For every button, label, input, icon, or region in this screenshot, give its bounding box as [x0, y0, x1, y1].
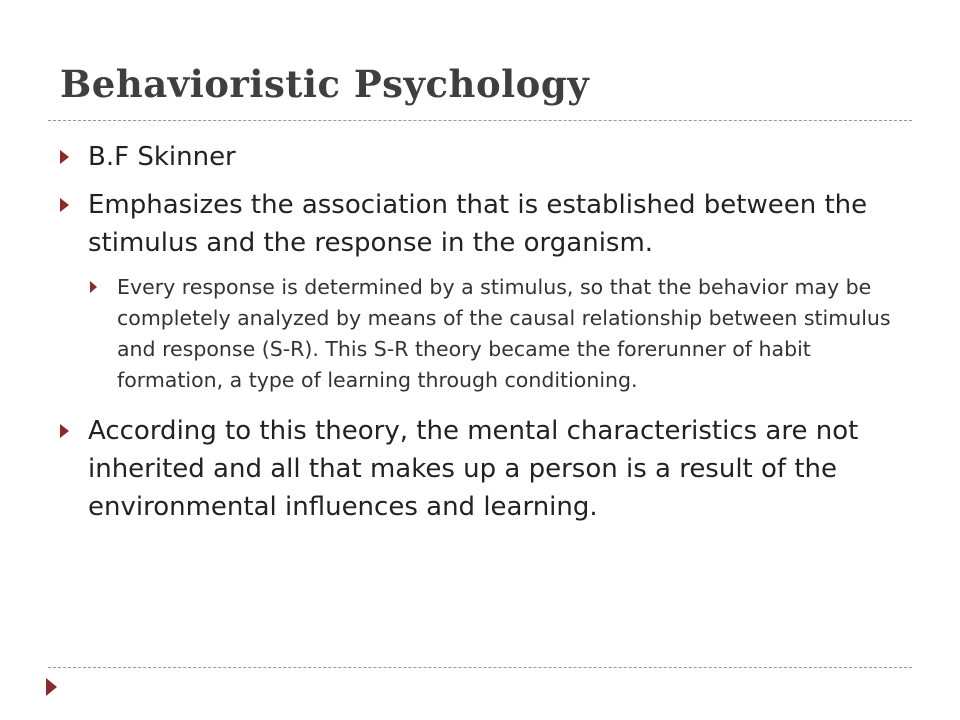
bullet-item [56, 138, 906, 176]
triangle-right-icon [60, 424, 69, 438]
slide-body [56, 138, 906, 536]
title-divider [48, 120, 912, 121]
triangle-right-icon [90, 281, 97, 293]
bullet-text: Emphasizes the association that is established between the stimulus and the response in the organism. [88, 190, 868, 258]
triangle-right-icon [46, 678, 57, 696]
slide-title: Behavioristic Psychology [60, 62, 590, 106]
bullet-item [56, 186, 906, 262]
bullet-text: According to this theory, the mental characteristics are not inherited and all that makes up a person is a result of the environmental influences and learning. [88, 416, 859, 522]
footer-divider [48, 667, 912, 668]
sub-bullet-item [88, 272, 906, 396]
sub-bullet-text: Every response is determined by a stimulus, so that the behavior may be completely analyzed by means of the causal relationship between stimulus and response (S-R). This S-R theory became the forerunner of habit formation, a type of learning through conditioning. [117, 275, 891, 392]
triangle-right-icon [60, 198, 69, 212]
bullet-item [56, 412, 906, 526]
triangle-right-icon [60, 150, 69, 164]
bullet-text: B.F Skinner [88, 142, 236, 172]
